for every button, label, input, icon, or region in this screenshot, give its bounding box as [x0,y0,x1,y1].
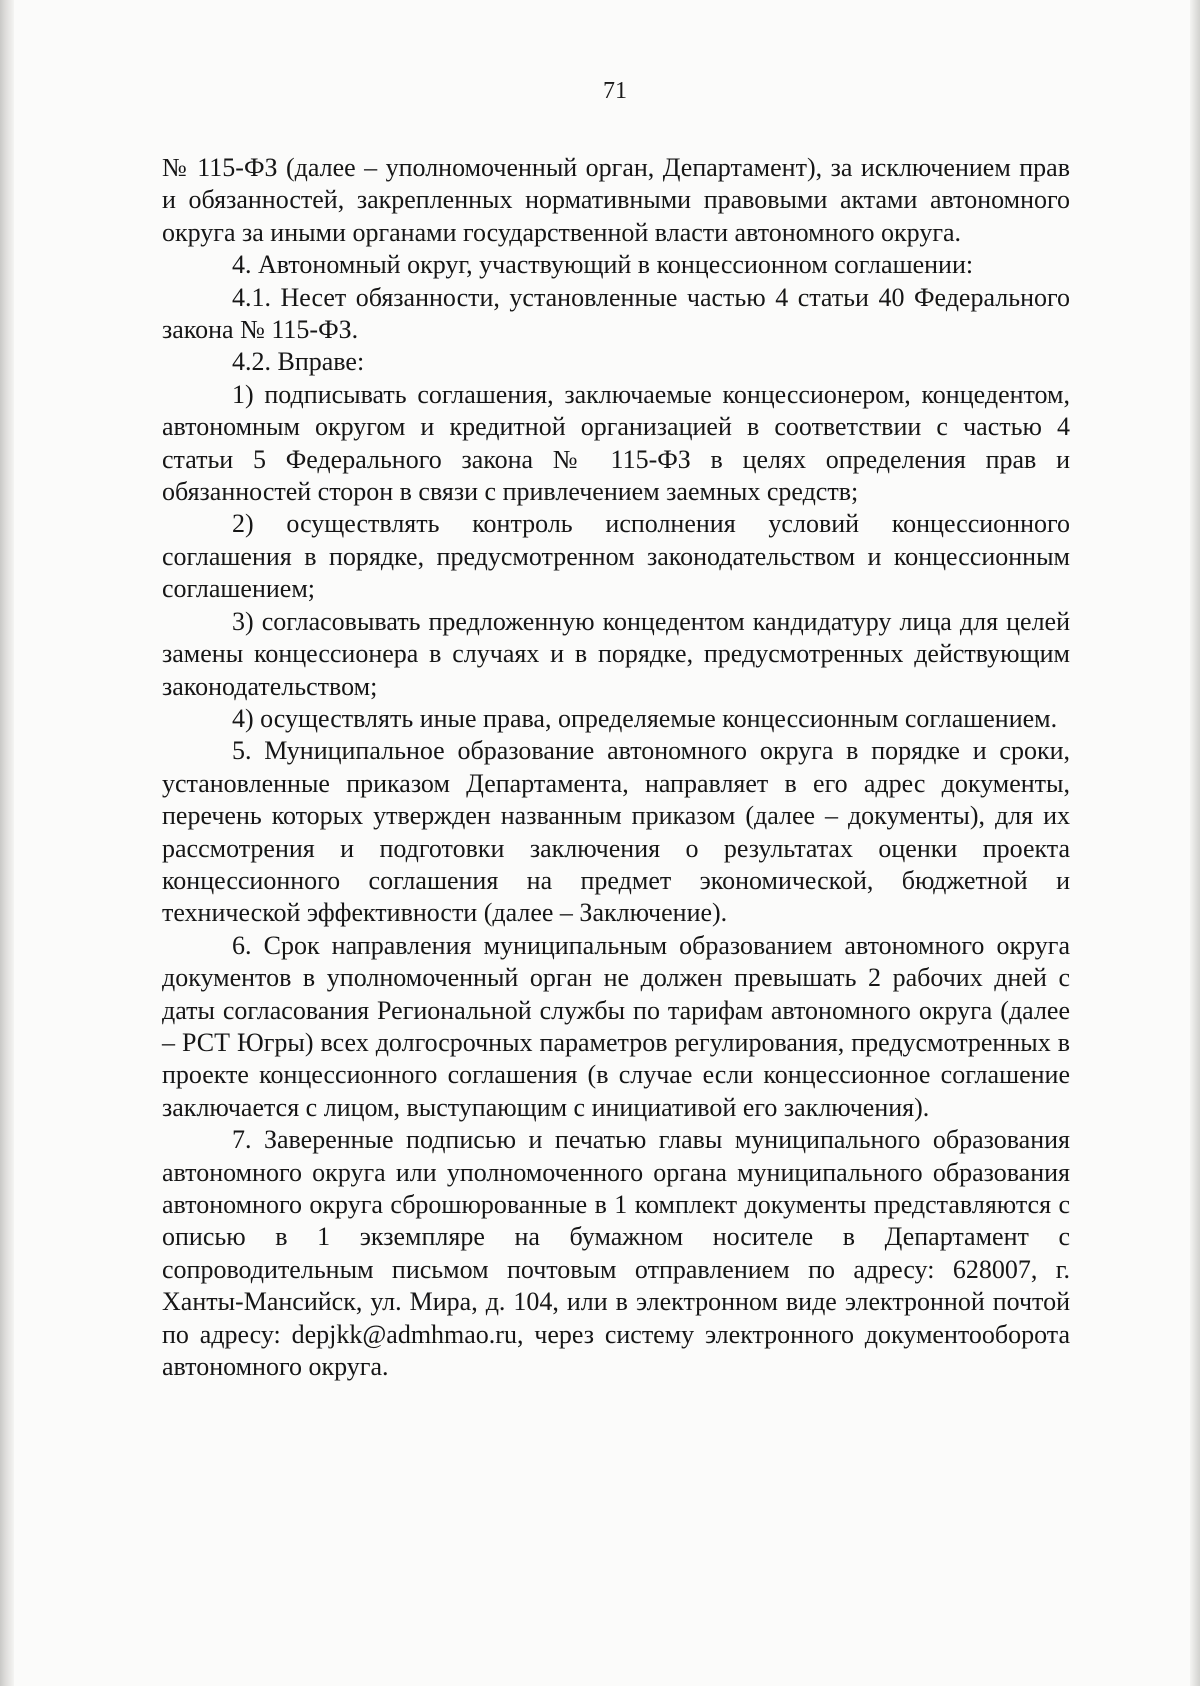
paragraph: 7. Заверенные подписью и печатью главы муниципального образования автономного округа или уполномоченного органа муниципального образования автономного округа сброшюрованные в 1 комплект документы представляются с описью в 1 экземпляре на бумажном носителе в Департамент с сопроводительным письмом почтовым отправлением по адресу: 628007, г. Ханты-Мансийск, ул. Мира, д. 104, или в электронном виде электронной почтой по адресу: depjkk@admhmao.ru, через систему электронного документооборота автономного округа. [162,1125,1070,1382]
scan-edge-right [1190,0,1200,1686]
paragraph: № 115-ФЗ (далее – уполномоченный орган, Департамент), за исключением прав и обязанностей, закрепленных нормативными правовыми актами автономного округа за иными органами государственной власти автономного округа. [162,153,1070,247]
page-number: 71 [603,78,627,104]
paragraph: 4.1. Несет обязанности, установленные частью 4 статьи 40 Федерального закона № 115-ФЗ. [162,282,1070,345]
paragraph: 6. Срок направления муниципальным образованием автономного округа документов в уполномоченный орган не должен превышать 2 рабочих дней с даты согласования Региональной службы по тарифам автономного округа (далее – РСТ Югры) всех долгосрочных параметров регулирования, предусмотренных в проекте концессионного соглашения (в случае если концессионное соглашение заключается с лицом, выступающим с инициативой его заключения). [162,930,1070,1122]
list-item: 4) осуществлять иные права, определяемые концессионным соглашением. [232,703,1058,733]
list-item: 3) согласовывать предложенную концедентом кандидатуру лица для целей замены концессионера в случаях и в порядке, предусмотренных действующим законодательством; [162,606,1070,701]
document-body [162,152,1070,1383]
paragraph: 4.2. Вправе: [232,347,365,377]
scan-edge-left [0,0,14,1686]
paragraph: 4. Автономный округ, участвующий в концессионном соглашении: [232,250,974,280]
list-item: 2) осуществлять контроль исполнения условий концессионного соглашения в порядке, предусмотренном законодательством и концессионным соглашением; [162,509,1070,604]
paragraph: 5. Муниципальное образование автономного округа в порядке и сроки, установленные приказом Департамента, направляет в его адрес документы, перечень которых утвержден названным приказом (далее – документы), для их рассмотрения и подготовки заключения о результатах оценки проекта концессионного соглашения на предмет экономической, бюджетной и технической эффективности (далее – Заключение). [162,736,1070,928]
list-item: 1) подписывать соглашения, заключаемые концессионером, концедентом, автономным округом и кредитной организацией в соответствии с частью 4 статьи 5 Федерального закона № 115-ФЗ в целях определения прав и обязанностей сторон в связи с привлечением заемных средств; [162,379,1070,507]
